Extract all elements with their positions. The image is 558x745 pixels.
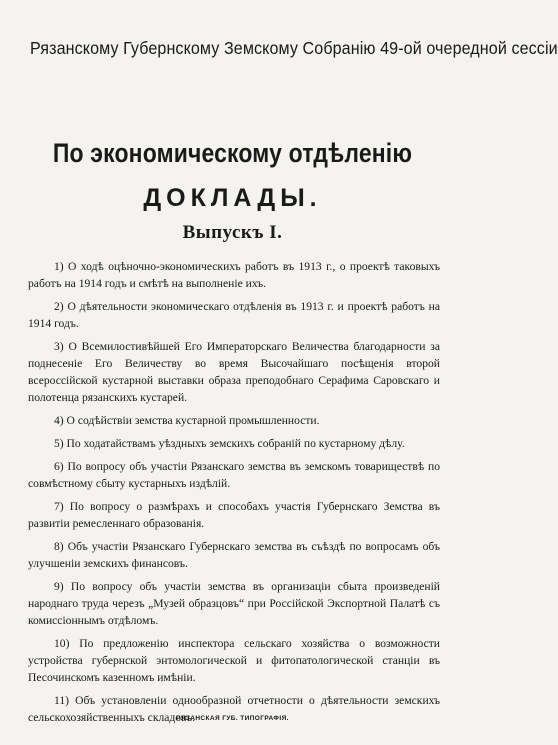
list-item: 6) По вопросу объ участіи Рязанскаго земства въ земскомъ товариществѣ по совмѣстному сбыту кустарныхъ издѣлій. <box>28 460 440 490</box>
list-item: 1) О ходѣ оцѣночно-экономическихъ работъ въ 1913 г., о проектѣ таковыхъ работъ на 1914 годъ и смѣтѣ на выполненіе ихъ. <box>28 260 440 290</box>
list-item: 5) По ходатайствамъ уѣздныхъ земскихъ собраній по кустарному дѣлу. <box>54 437 405 450</box>
list-item: 10) По предложенію инспектора сельскаго хозяйства о возможности устройства губернской энтомологической и фитопатологической станціи въ Песочинскомъ казенномъ имѣніи. <box>28 637 440 684</box>
list-item: 2) О дѣятельности экономическаго отдѣленія въ 1913 г. и проектѣ работъ на 1914 годъ. <box>28 300 440 330</box>
list-item: 4) О содѣйствіи земства кустарной промышленности. <box>54 414 320 427</box>
document-title: По экономическому отдѣленію <box>52 138 413 168</box>
document-header: Рязанскому Губернскому Земскому Собранію 49-ой очередной сессіи <box>30 38 558 58</box>
list-item: 9) По вопросу объ участіи земства въ организаціи сбыта произведеній народнаго труда черезъ „Музей образцовъ“ при Россійской Экспортной Палатѣ съ комиссіоннымъ отдѣломъ. <box>28 580 440 627</box>
list-item: 8) Объ участіи Рязанскаго Губернскаго земства въ съѣздѣ по вопросамъ объ улучшеніи земскихъ финансовъ. <box>28 540 440 570</box>
list-item: 3) О Всемилостивѣйшей Его Императорскаго Величества благодарности за поднесеніе Его Величеству во время Высочайшаго посѣщенія второй всероссійской кустарной выставки образа преподобнаго Серафима Саровскаго и полотенца рязанскихъ кустарей. <box>28 340 440 404</box>
printer-imprint: РЯЗАНСКАЯ ГУБ. ТИПОГРАФІЯ. <box>176 715 289 722</box>
document-subtitle: ДОКЛАДЫ. <box>143 184 322 212</box>
list-item: 7) По вопросу о размѣрахъ и способахъ участія Губернскаго Земства въ развитіи ремесленнаго образованія. <box>28 500 440 530</box>
issue-label: Выпускъ I. <box>182 222 283 243</box>
list-item: 11) Объ установленіи однообразной отчетности о дѣятельности земскихъ сельскохозяйственныхъ складовъ. <box>28 694 440 724</box>
report-list <box>28 258 440 732</box>
